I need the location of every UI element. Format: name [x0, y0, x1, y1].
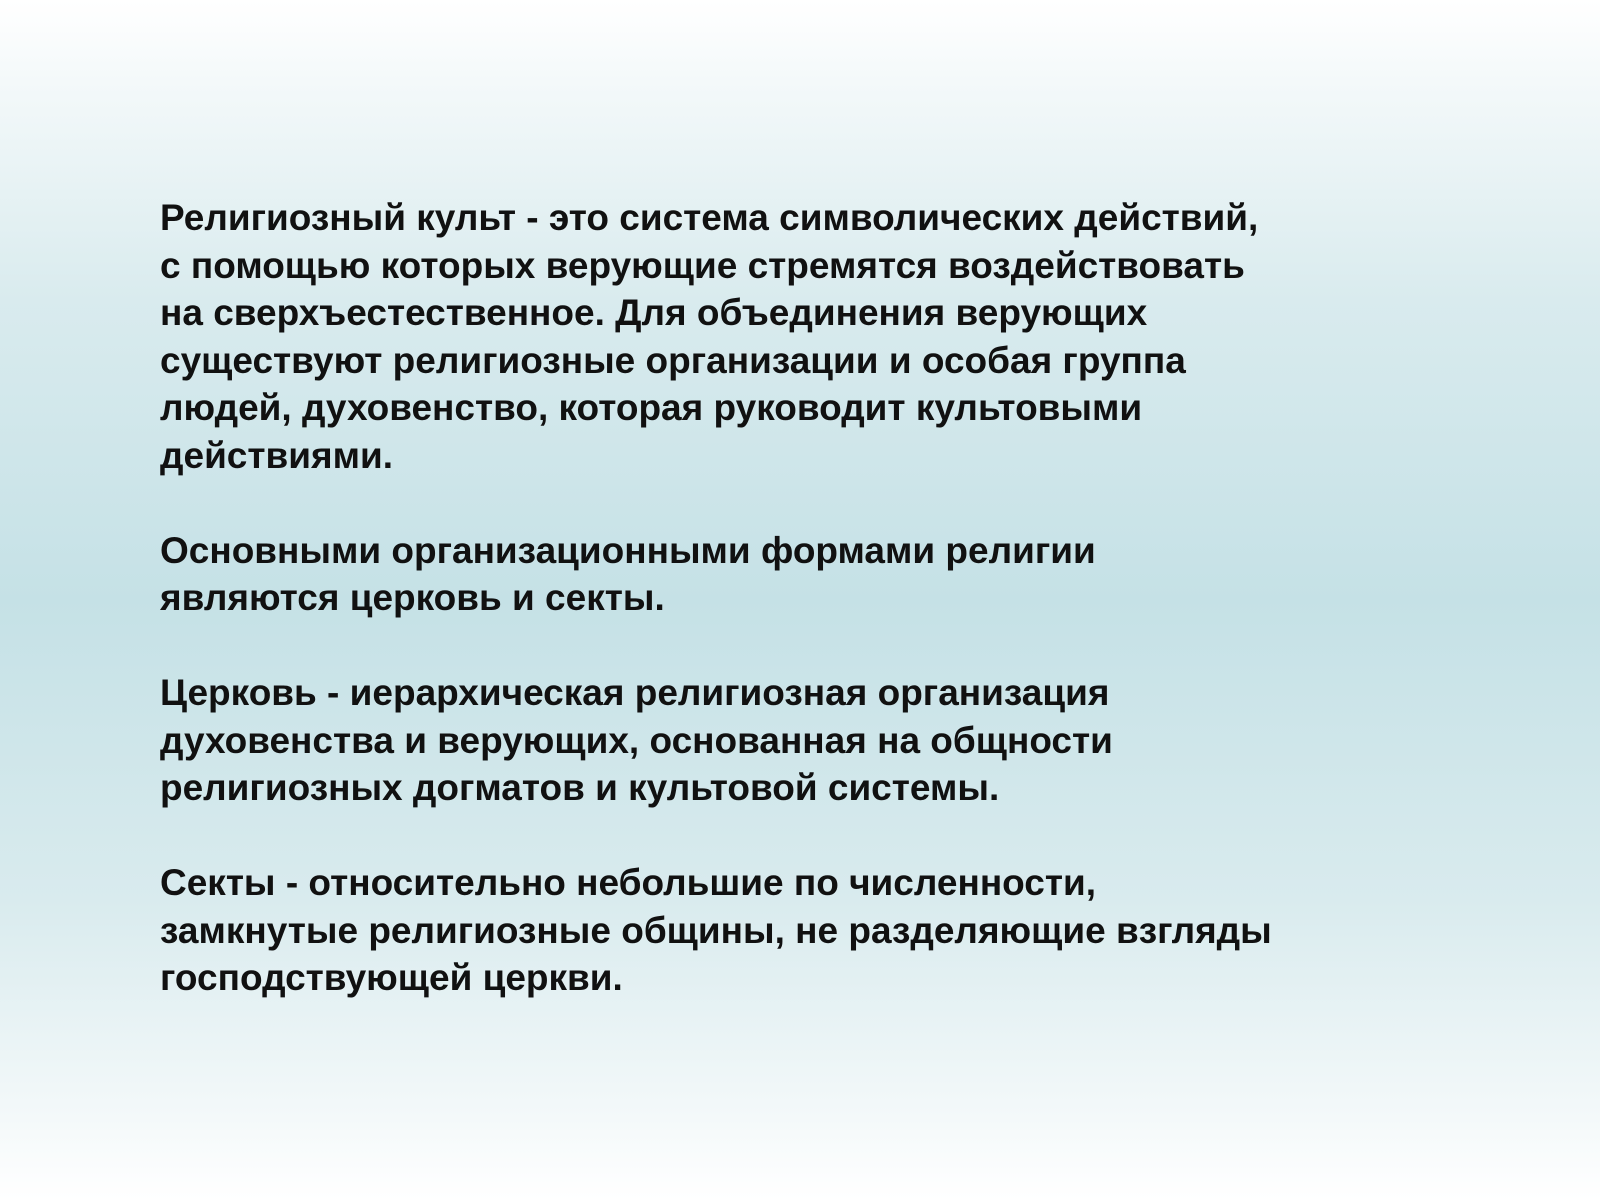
text-line: духовенства и верующих, основанная на общности [160, 719, 1113, 761]
paragraph-organizational-forms [160, 527, 1460, 622]
text-line: существуют религиозные организации и особая группа [160, 339, 1186, 381]
text-line: на сверхъестественное. Для объединения верующих [160, 292, 1148, 333]
paragraph-cult-definition [160, 194, 1460, 479]
text-line: религиозных догматов и культовой системы. [160, 767, 1000, 808]
text-line: с помощью которых верующие стремятся воздействовать [160, 244, 1245, 286]
text-line: являются церковь и секты. [160, 577, 665, 618]
text-line: людей, духовенство, которая руководит культовыми [160, 387, 1143, 428]
text-line: Религиозный культ - это система символических действий, [160, 197, 1259, 238]
text-line: Основными организационными формами религии [160, 529, 1096, 571]
slide-text-body [160, 194, 1460, 1002]
paragraph-sects-definition [160, 859, 1460, 1002]
text-line: господствующей церкви. [160, 957, 623, 998]
text-line: Церковь - иерархическая религиозная организация [160, 672, 1110, 713]
paragraph-church-definition [160, 669, 1460, 812]
text-line: Секты - относительно небольшие по численности, [160, 862, 1097, 903]
text-line: действиями. [160, 434, 393, 476]
text-line: замкнутые религиозные общины, не разделяющие взгляды [160, 909, 1272, 951]
